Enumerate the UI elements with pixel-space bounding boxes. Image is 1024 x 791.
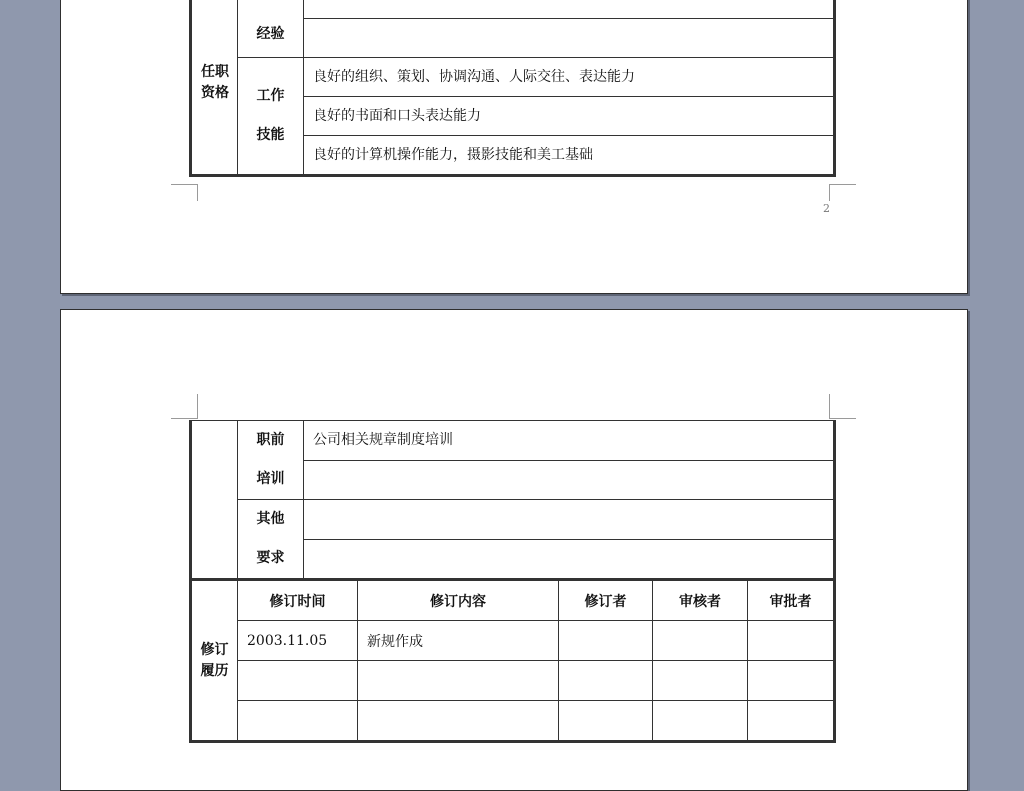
- reviewer-cell: [653, 621, 748, 661]
- pre-training-label: [238, 421, 304, 500]
- skills-label-line1: 工作: [256, 88, 285, 104]
- skills-label-line2: 技能: [256, 127, 285, 143]
- revision-history-table: [189, 578, 836, 743]
- reviewer-cell: [653, 701, 748, 742]
- pre-training-label-line1: 职前: [256, 432, 285, 448]
- reviser-cell: [559, 661, 653, 701]
- revision-label: [191, 580, 238, 742]
- approver-cell: [748, 621, 835, 661]
- qualification-table: [189, 0, 836, 177]
- reviser-cell: [559, 621, 653, 661]
- requirements-table: [189, 420, 836, 579]
- skill-item-1: 良好的组织、策划、协调沟通、人际交往、表达能力: [304, 58, 835, 97]
- requirements-group-cell: [191, 421, 238, 579]
- revision-content-cell: [358, 661, 559, 701]
- header-revision-content: 修订内容: [358, 580, 559, 621]
- other-label-line1: 其他: [256, 511, 285, 527]
- skill-item-3: 良好的计算机操作能力，摄影技能和美工基础: [304, 136, 835, 176]
- revision-date-cell: 2003.11.05: [238, 621, 358, 661]
- table-row: [191, 621, 835, 661]
- crop-mark-top-right: [829, 394, 856, 419]
- page-number: 2: [823, 202, 830, 215]
- table-row: [191, 661, 835, 701]
- crop-mark-top-left: [171, 394, 198, 419]
- skills-label: [238, 58, 304, 176]
- header-reviewer: 审核者: [653, 580, 748, 621]
- other-requirements-row-2: [304, 539, 835, 579]
- revision-label-text: 修订履历: [200, 641, 229, 679]
- experience-row-1: [304, 0, 835, 19]
- pre-training-value: 公司相关规章制度培训: [304, 421, 835, 461]
- revision-date-cell: [238, 701, 358, 742]
- pre-training-label-line2: 培训: [256, 471, 285, 487]
- header-revision-time: 修订时间: [238, 580, 358, 621]
- crop-mark-bottom-right: [829, 184, 856, 201]
- other-label-line2: 要求: [256, 550, 285, 566]
- revision-content-cell: 新规作成: [358, 621, 559, 661]
- pre-training-row-2: [304, 460, 835, 500]
- table-row: [191, 701, 835, 742]
- other-requirements-row-1: [304, 500, 835, 540]
- document-page-1: [60, 0, 968, 294]
- crop-mark-bottom-left: [171, 184, 198, 201]
- document-page-2: [60, 309, 968, 791]
- qualification-label: [191, 0, 238, 176]
- header-approver: 审批者: [748, 580, 835, 621]
- approver-cell: [748, 701, 835, 742]
- skill-item-2: 良好的书面和口头表达能力: [304, 97, 835, 136]
- experience-label-text: 经验: [256, 26, 285, 42]
- revision-date-cell: [238, 661, 358, 701]
- other-requirements-label: [238, 500, 304, 579]
- header-reviser: 修订者: [559, 580, 653, 621]
- experience-row-2: [304, 19, 835, 58]
- approver-cell: [748, 661, 835, 701]
- reviewer-cell: [653, 661, 748, 701]
- revision-content-cell: [358, 701, 559, 742]
- qualification-label-text: 任职资格: [201, 64, 229, 101]
- reviser-cell: [559, 701, 653, 742]
- experience-label: [238, 0, 304, 58]
